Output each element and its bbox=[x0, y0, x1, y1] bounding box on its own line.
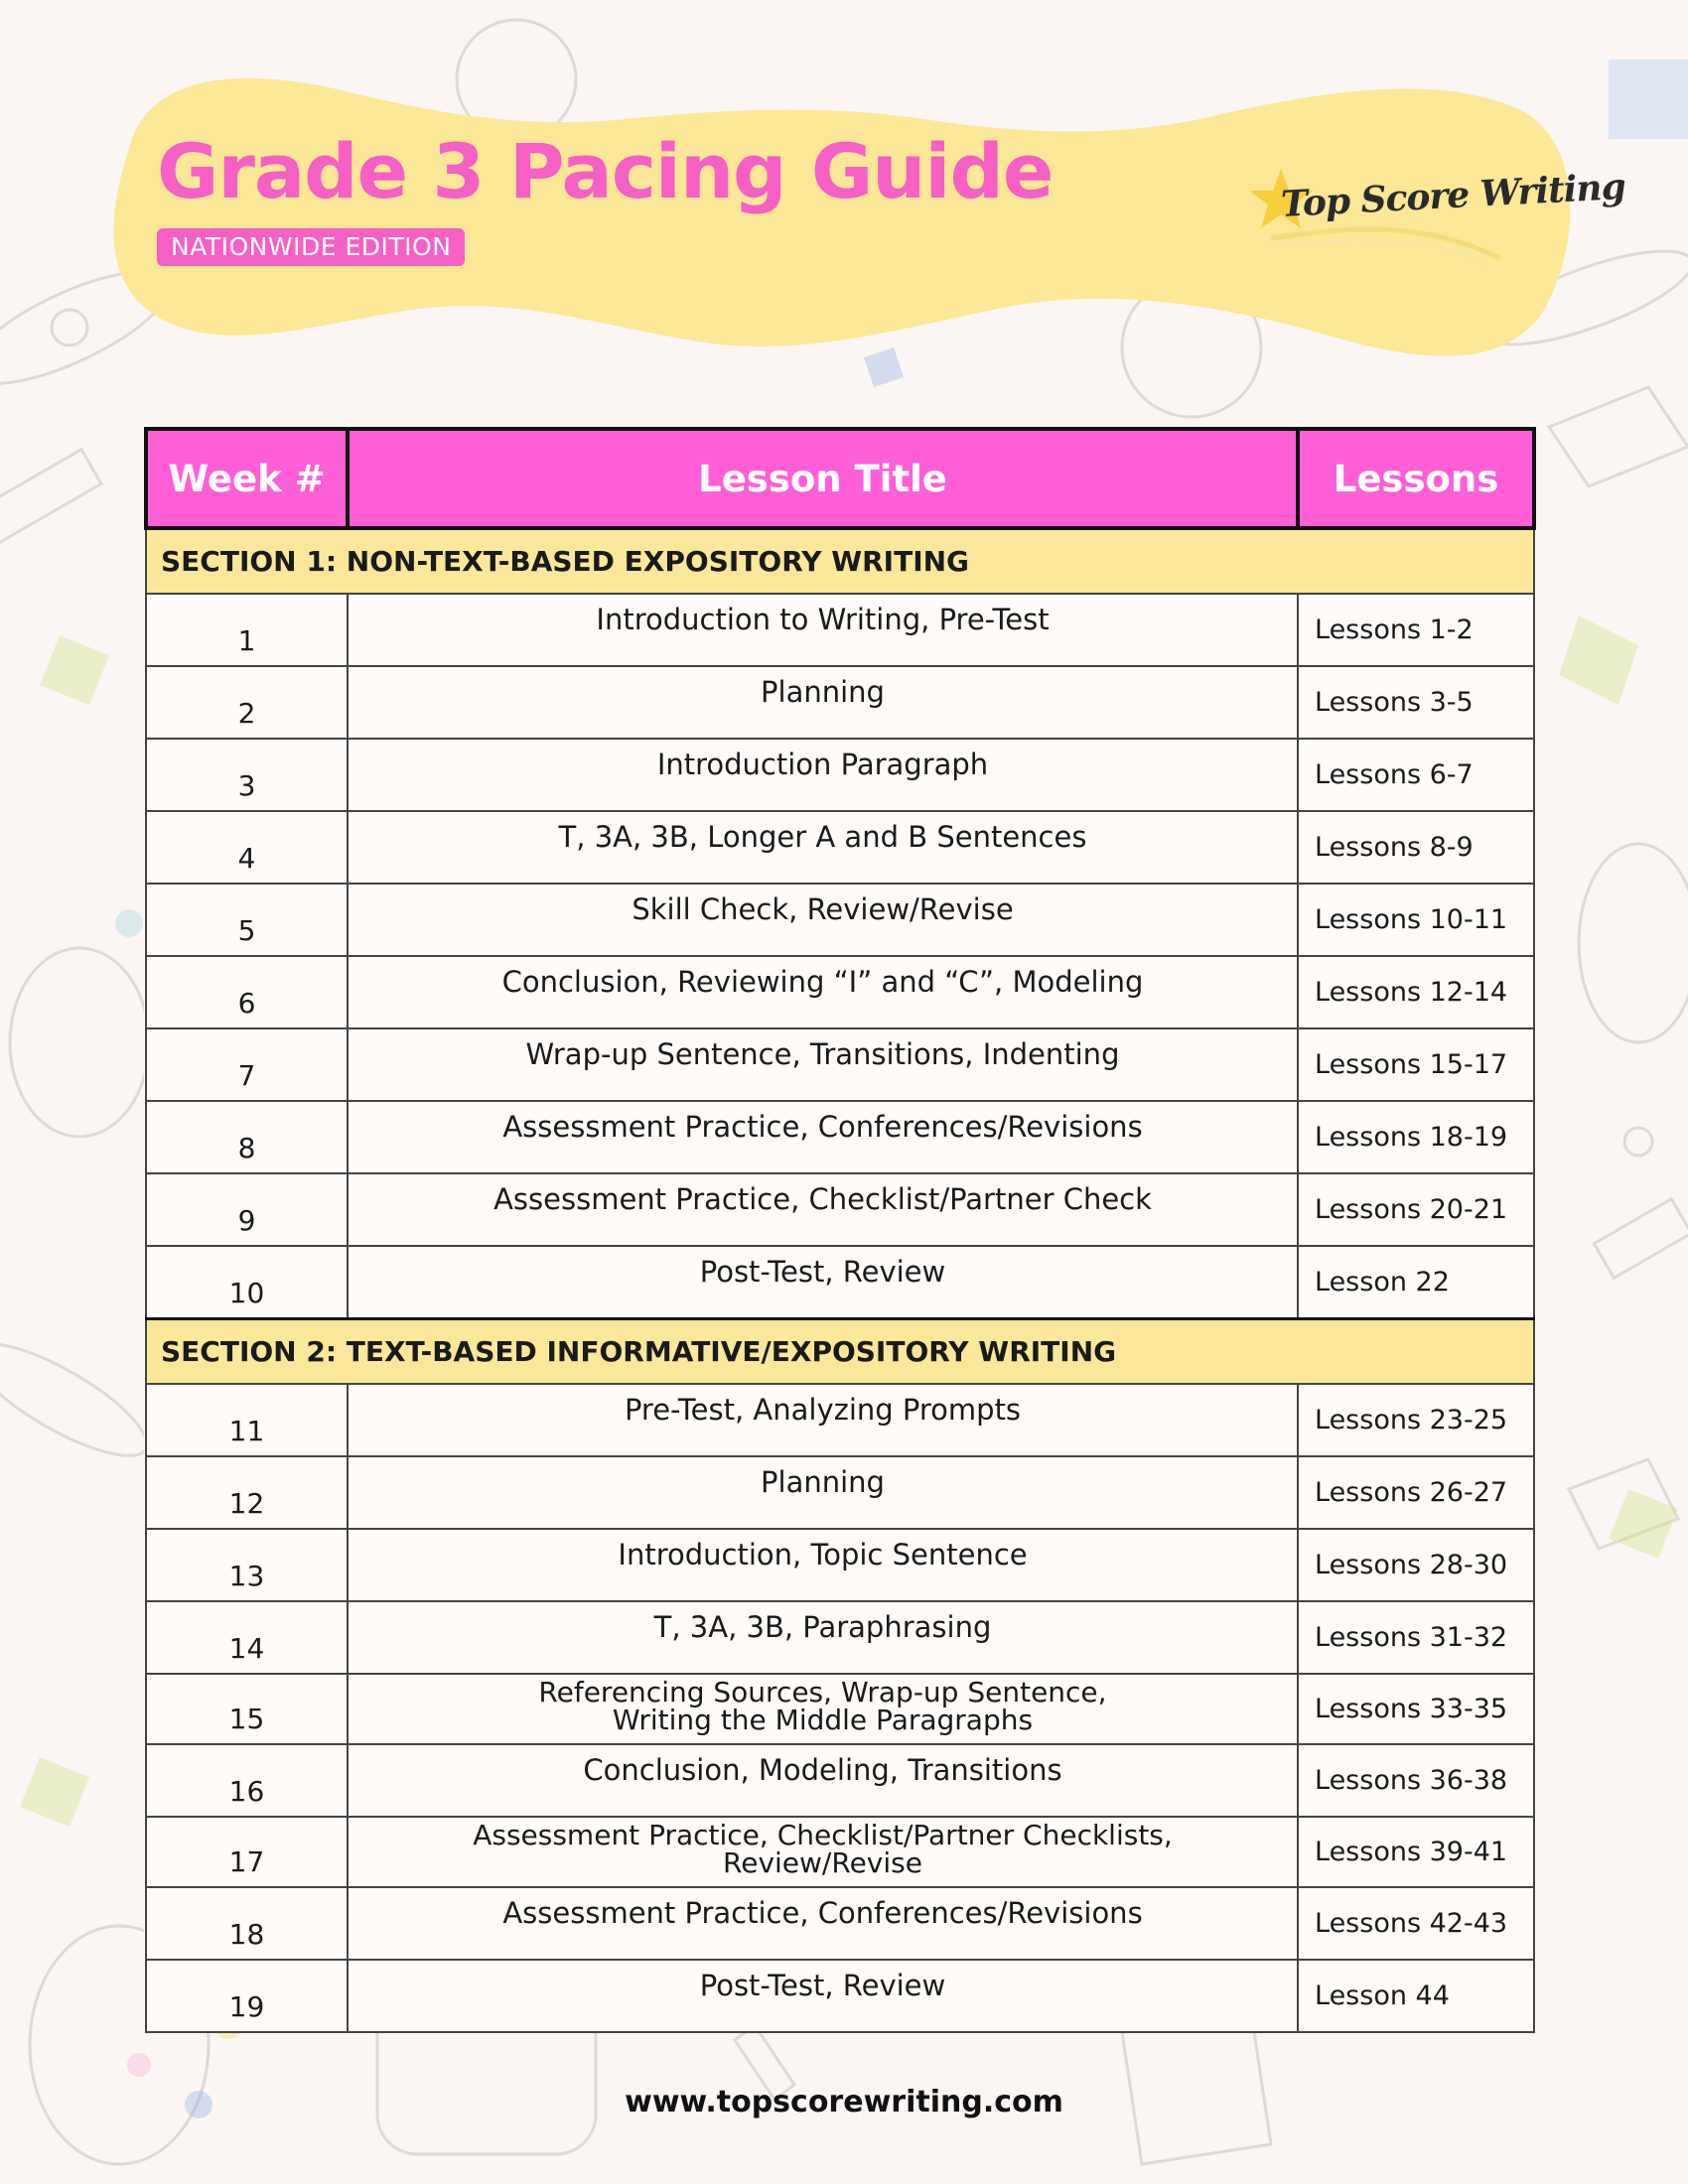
lessons-range: Lessons 8-9 bbox=[1298, 811, 1534, 884]
pacing-table-container bbox=[144, 427, 1532, 2033]
lesson-title: Introduction, Topic Sentence bbox=[348, 1529, 1298, 1601]
week-number: 5 bbox=[146, 884, 348, 956]
table-row bbox=[146, 1674, 1534, 1744]
table-row bbox=[146, 594, 1534, 666]
column-header-week: Week # bbox=[146, 429, 348, 528]
lesson-title: T, 3A, 3B, Paraphrasing bbox=[348, 1601, 1298, 1674]
week-number: 19 bbox=[146, 1960, 348, 2032]
table-row bbox=[146, 1456, 1534, 1529]
lessons-range: Lesson 22 bbox=[1298, 1246, 1534, 1319]
lessons-range: Lessons 18-19 bbox=[1298, 1101, 1534, 1173]
table-row bbox=[146, 666, 1534, 739]
lessons-range: Lessons 33-35 bbox=[1298, 1674, 1534, 1744]
table-row bbox=[146, 1028, 1534, 1101]
lesson-title: Assessment Practice, Conferences/Revisions bbox=[348, 1887, 1298, 1960]
lessons-range: Lessons 1-2 bbox=[1298, 594, 1534, 666]
table-row bbox=[146, 1601, 1534, 1674]
table-row bbox=[146, 884, 1534, 956]
logo-text: Top Score Writing bbox=[1280, 165, 1626, 226]
table-row bbox=[146, 1960, 1534, 2032]
table-row bbox=[146, 1384, 1534, 1456]
lesson-title: Planning bbox=[348, 1456, 1298, 1529]
week-number: 1 bbox=[146, 594, 348, 666]
lessons-range: Lessons 10-11 bbox=[1298, 884, 1534, 956]
section-title: SECTION 2: TEXT-BASED INFORMATIVE/EXPOSITORY WRITING bbox=[146, 1319, 1534, 1385]
lessons-range: Lessons 36-38 bbox=[1298, 1744, 1534, 1817]
lessons-range: Lessons 28-30 bbox=[1298, 1529, 1534, 1601]
week-number: 6 bbox=[146, 956, 348, 1028]
footer-website-link[interactable]: www.topscorewriting.com bbox=[625, 2085, 1063, 2119]
lesson-title-line-1: Referencing Sources, Wrap-up Sentence, bbox=[538, 1676, 1107, 1708]
week-number: 18 bbox=[146, 1887, 348, 1960]
lessons-range: Lessons 6-7 bbox=[1298, 739, 1534, 811]
week-number: 17 bbox=[146, 1817, 348, 1887]
lesson-title: Post-Test, Review bbox=[348, 1960, 1298, 2032]
week-number: 3 bbox=[146, 739, 348, 811]
week-number: 9 bbox=[146, 1173, 348, 1246]
week-number: 10 bbox=[146, 1246, 348, 1319]
week-number: 13 bbox=[146, 1529, 348, 1601]
week-number: 8 bbox=[146, 1101, 348, 1173]
lesson-title-line-1: Assessment Practice, Checklist/Partner Checklists, bbox=[473, 1819, 1173, 1851]
lessons-range: Lessons 26-27 bbox=[1298, 1456, 1534, 1529]
lesson-title-line-2: Writing the Middle Paragraphs bbox=[612, 1704, 1034, 1736]
lessons-range: Lessons 3-5 bbox=[1298, 666, 1534, 739]
pacing-table bbox=[144, 427, 1536, 2033]
page-title: Grade 3 Pacing Guide bbox=[157, 127, 1054, 215]
table-row bbox=[146, 739, 1534, 811]
lesson-title: Post-Test, Review bbox=[348, 1246, 1298, 1319]
lessons-range: Lessons 42-43 bbox=[1298, 1887, 1534, 1960]
lesson-title: Pre-Test, Analyzing Prompts bbox=[348, 1384, 1298, 1456]
lessons-range: Lessons 20-21 bbox=[1298, 1173, 1534, 1246]
lesson-title: Conclusion, Reviewing “I” and “C”, Modeling bbox=[348, 956, 1298, 1028]
table-row bbox=[146, 1529, 1534, 1601]
week-number: 15 bbox=[146, 1674, 348, 1744]
lesson-title: Wrap-up Sentence, Transitions, Indenting bbox=[348, 1028, 1298, 1101]
lesson-title bbox=[348, 1817, 1298, 1887]
table-row bbox=[146, 1744, 1534, 1817]
section-title: SECTION 1: NON-TEXT-BASED EXPOSITORY WRITING bbox=[146, 528, 1534, 594]
lesson-title bbox=[348, 1674, 1298, 1744]
table-row bbox=[146, 1101, 1534, 1173]
week-number: 16 bbox=[146, 1744, 348, 1817]
table-row bbox=[146, 1817, 1534, 1887]
column-header-lessons: Lessons bbox=[1298, 429, 1534, 528]
week-number: 14 bbox=[146, 1601, 348, 1674]
week-number: 7 bbox=[146, 1028, 348, 1101]
lesson-title: Planning bbox=[348, 666, 1298, 739]
week-number: 4 bbox=[146, 811, 348, 884]
section-row bbox=[146, 528, 1534, 594]
column-header-lesson-title: Lesson Title bbox=[348, 429, 1298, 528]
lesson-title: Introduction to Writing, Pre-Test bbox=[348, 594, 1298, 666]
lesson-title-line-2: Review/Revise bbox=[723, 1846, 922, 1879]
section-row bbox=[146, 1319, 1534, 1385]
lessons-range: Lessons 23-25 bbox=[1298, 1384, 1534, 1456]
week-number: 2 bbox=[146, 666, 348, 739]
lesson-title: Introduction Paragraph bbox=[348, 739, 1298, 811]
table-row bbox=[146, 1173, 1534, 1246]
lesson-title: Conclusion, Modeling, Transitions bbox=[348, 1744, 1298, 1817]
table-row bbox=[146, 956, 1534, 1028]
lesson-title: Assessment Practice, Checklist/Partner Check bbox=[348, 1173, 1298, 1246]
edition-badge: NATIONWIDE EDITION bbox=[157, 228, 465, 266]
lesson-title: Assessment Practice, Conferences/Revisions bbox=[348, 1101, 1298, 1173]
table-row bbox=[146, 1246, 1534, 1319]
lesson-title: Skill Check, Review/Revise bbox=[348, 884, 1298, 956]
table-row bbox=[146, 1887, 1534, 1960]
week-number: 11 bbox=[146, 1384, 348, 1456]
lessons-range: Lessons 31-32 bbox=[1298, 1601, 1534, 1674]
lessons-range: Lessons 12-14 bbox=[1298, 956, 1534, 1028]
table-row bbox=[146, 811, 1534, 884]
table-header-row bbox=[146, 429, 1534, 528]
lesson-title: T, 3A, 3B, Longer A and B Sentences bbox=[348, 811, 1298, 884]
lessons-range: Lesson 44 bbox=[1298, 1960, 1534, 2032]
lessons-range: Lessons 15-17 bbox=[1298, 1028, 1534, 1101]
lessons-range: Lessons 39-41 bbox=[1298, 1817, 1534, 1887]
week-number: 12 bbox=[146, 1456, 348, 1529]
